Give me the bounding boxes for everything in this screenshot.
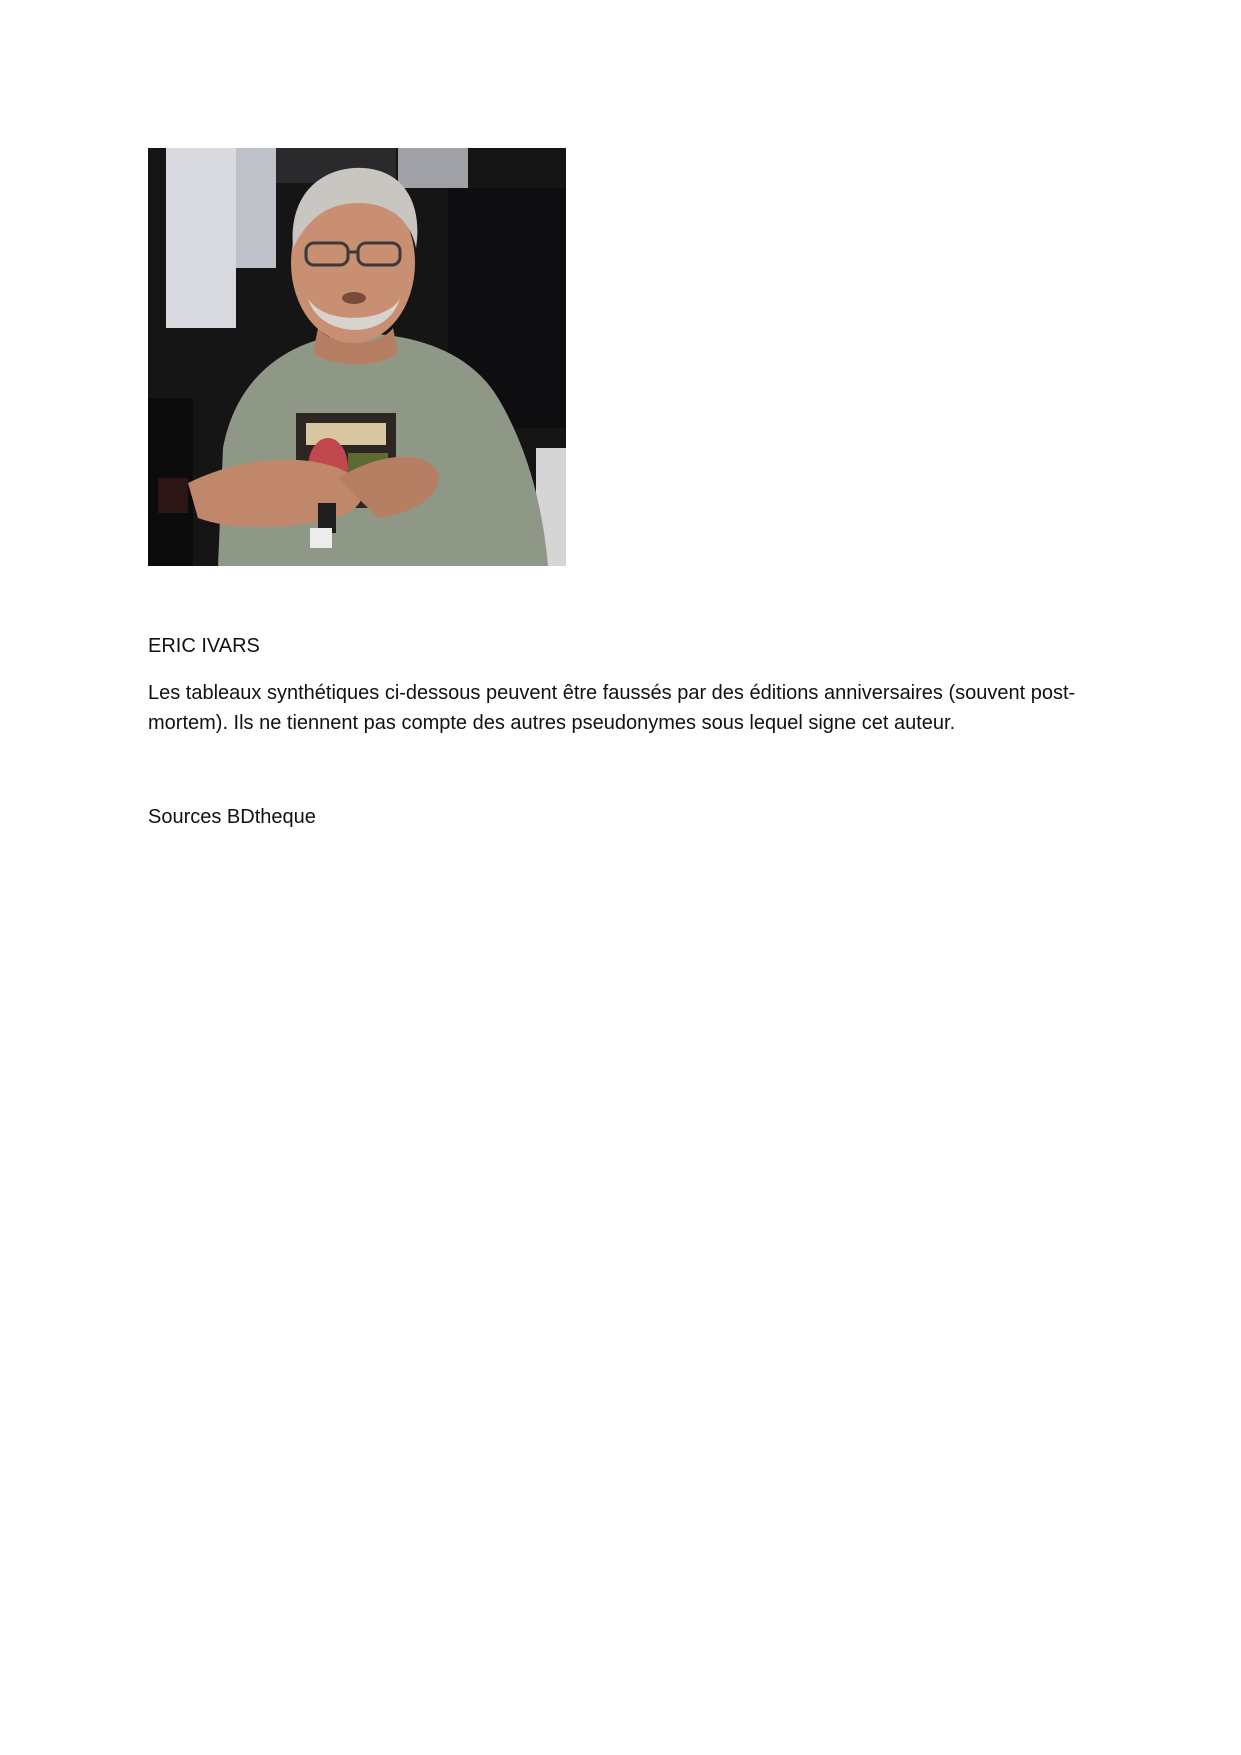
author-portrait: [148, 148, 566, 566]
sources-line: Sources BDtheque: [148, 806, 316, 828]
disclaimer-paragraph: Les tableaux synthétiques ci-dessous peuvent être faussés par des éditions anniversaires (souvent post-mortem). Ils ne tiennent pas compte des autres pseudonymes sous lequel signe cet auteur.: [148, 682, 1076, 734]
author-name: ERIC IVARS: [148, 635, 260, 657]
